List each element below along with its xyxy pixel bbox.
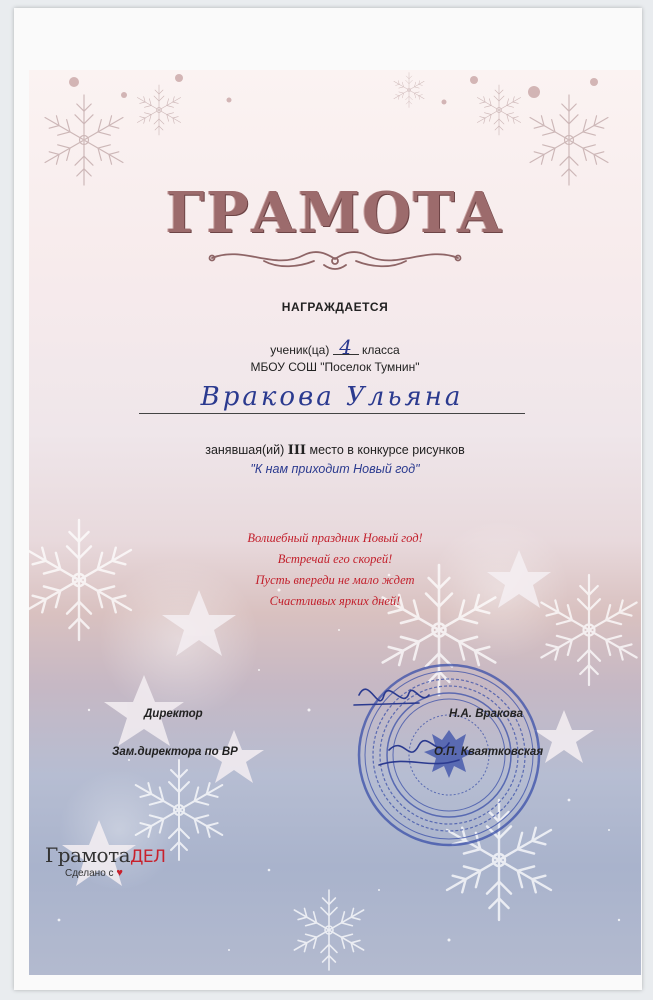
grade-number: 4 bbox=[333, 340, 359, 355]
place-suffix: место в конкурсе рисунков bbox=[309, 443, 465, 457]
place-prefix: занявшая(ий) bbox=[205, 443, 285, 457]
deputy-title: Зам.директора по ВР bbox=[112, 746, 238, 758]
student-prefix: ученик(ца) bbox=[270, 343, 330, 357]
place-number: III bbox=[287, 443, 306, 458]
poem-line: Счастливых ярких дней! bbox=[269, 594, 401, 608]
certificate-title: ГРАМОТА bbox=[165, 180, 505, 246]
recipient-name: Вракова Ульяна bbox=[139, 382, 525, 414]
grade-line bbox=[29, 335, 641, 359]
school-name: МБОУ СОШ "Поселок Тумнин" bbox=[250, 360, 420, 374]
handwritten-signatures bbox=[349, 675, 489, 785]
heart-icon: ♥ bbox=[116, 867, 123, 879]
director-name: Н.А. Вракова bbox=[449, 708, 523, 720]
tagline-text: Сделано с bbox=[65, 868, 114, 879]
deputy-name: О.П. Кваятковская bbox=[434, 746, 544, 758]
director-title: Директор bbox=[144, 708, 203, 720]
brand-accent: ДЕЛ bbox=[130, 847, 166, 867]
poem-line: Пусть впереди не мало ждет bbox=[255, 573, 415, 587]
paper-sheet bbox=[14, 8, 642, 990]
brand-wordmark bbox=[45, 843, 165, 867]
poem bbox=[29, 528, 641, 612]
awarded-label: НАГРАЖДАЕТСЯ bbox=[281, 300, 389, 314]
poem-line: Встречай его скорей! bbox=[277, 552, 393, 566]
brand-tagline bbox=[65, 867, 165, 879]
contest-name: "К нам приходит Новый год" bbox=[250, 462, 420, 476]
brand-logo bbox=[45, 843, 165, 879]
certificate bbox=[29, 70, 641, 975]
class-suffix: класса bbox=[362, 343, 400, 357]
brand-main: Грамота bbox=[45, 843, 131, 867]
poem-line: Волшебный праздник Новый год! bbox=[247, 531, 423, 545]
title-ornament bbox=[204, 243, 466, 273]
place-line bbox=[29, 443, 641, 458]
